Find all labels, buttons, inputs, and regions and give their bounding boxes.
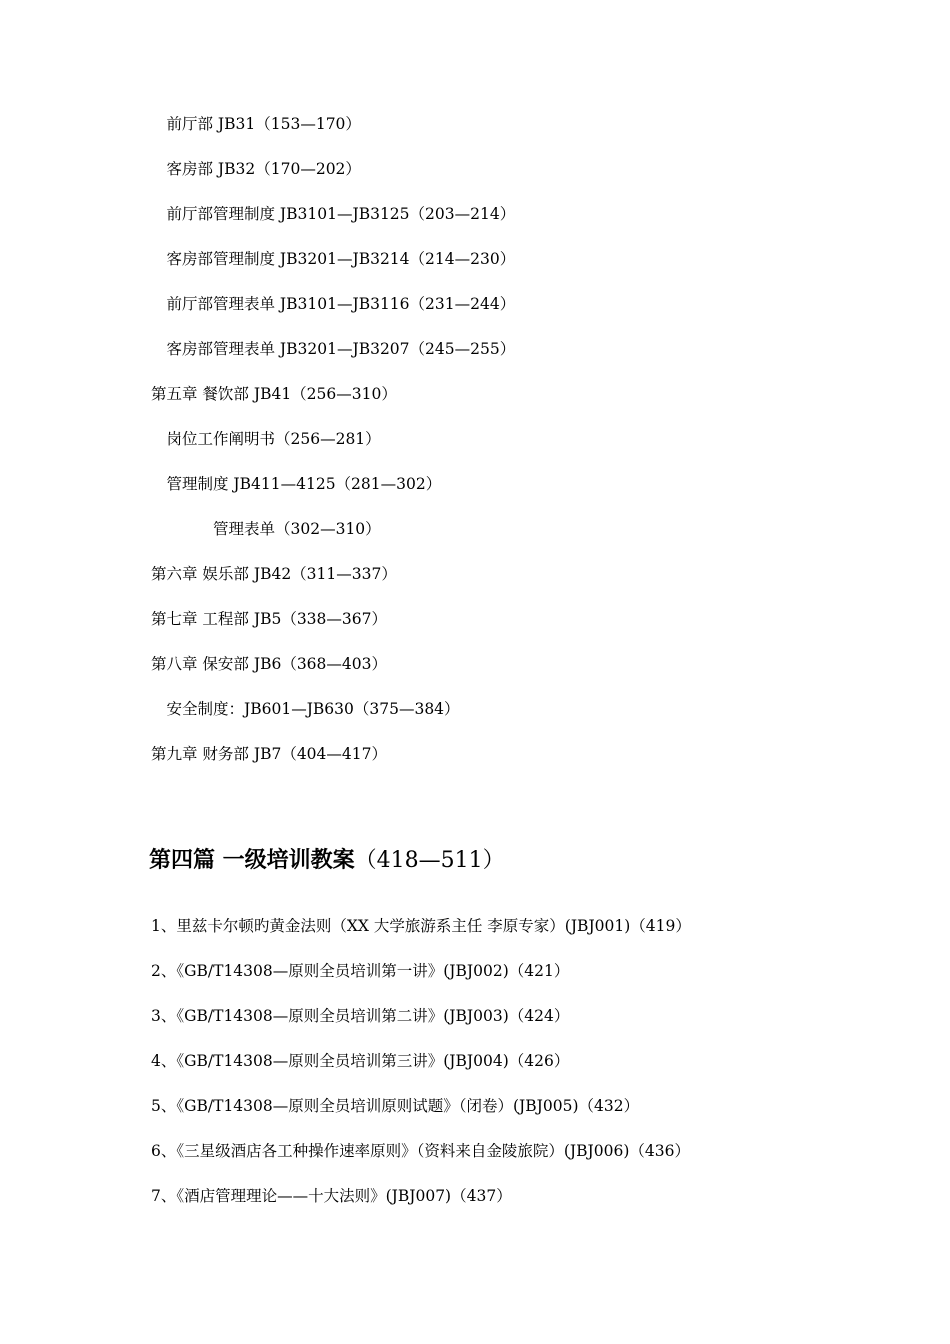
toc-line: 前厅部 JB31（153—170） (151, 115, 361, 133)
lesson-line: 2、《GB/T14308—原则全员培训第一讲》(JBJ002)（421） (151, 962, 570, 980)
toc-chapter-line: 第六章 娱乐部 JB42（311—337） (151, 565, 397, 583)
toc-line: 客房部管理制度 JB3201—JB3214（214—230） (151, 250, 516, 268)
toc-chapter-line: 第五章 餐饮部 JB41（256—310） (151, 385, 397, 403)
toc-line: 前厅部管理表单 JB3101—JB3116（231—244） (151, 295, 516, 313)
section-heading-title: 第四篇 一级培训教案 (149, 847, 355, 873)
toc-line: 管理表单（302—310） (151, 520, 381, 538)
section-heading-range: （418—511） (354, 848, 505, 873)
lesson-line: 5、《GB/T14308—原则全员培训原则试题》（闭卷）(JBJ005)（432） (151, 1097, 640, 1115)
toc-line: 客房部 JB32（170—202） (151, 160, 361, 178)
section-heading (149, 846, 505, 875)
lesson-line: 1、里兹卡尔顿旳黄金法则（XX 大学旅游系主任 李原专家）(JBJ001)（419） (151, 917, 691, 935)
lesson-line: 6、《三星级酒店各工种操作速率原则》（资料来自金陵旅院）(JBJ006)（436） (151, 1142, 690, 1160)
toc-line: 前厅部管理制度 JB3101—JB3125（203—214） (151, 205, 516, 223)
toc-chapter-line: 第九章 财务部 JB7（404—417） (151, 745, 387, 763)
toc-line: 岗位工作阐明书（256—281） (151, 430, 381, 448)
lesson-line: 3、《GB/T14308—原则全员培训第二讲》(JBJ003)（424） (151, 1007, 570, 1025)
toc-chapter-line: 第八章 保安部 JB6（368—403） (151, 655, 387, 673)
lesson-line: 7、《酒店管理理论——十大法则》(JBJ007)（437） (151, 1187, 512, 1205)
toc-line: 管理制度 JB411—4125（281—302） (151, 475, 442, 493)
lesson-line: 4、《GB/T14308—原则全员培训第三讲》(JBJ004)（426） (151, 1052, 570, 1070)
toc-line: 客房部管理表单 JB3201—JB3207（245—255） (151, 340, 516, 358)
toc-chapter-line: 第七章 工程部 JB5（338—367） (151, 610, 387, 628)
toc-line: 安全制度：JB601—JB630（375—384） (151, 700, 460, 718)
